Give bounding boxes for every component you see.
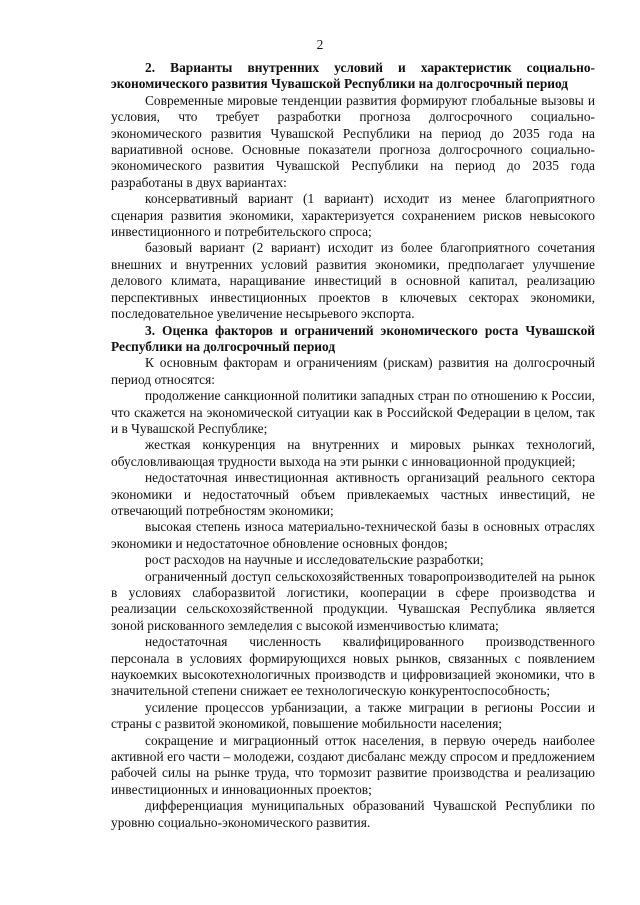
paragraph: продолжение санкционной политики западных стран по отношению к России, что скажется на экономической ситуации как в Российской Федерации в целом, так и в Чувашской Республике;	[111, 388, 595, 436]
paragraph: высокая степень износа материально-технической базы в основных отраслях экономики и недостаточное обновление основных фондов;	[111, 519, 595, 551]
document-body	[111, 60, 595, 831]
page-number: 2	[316, 37, 324, 52]
paragraph: консервативный вариант (1 вариант) исходит из менее благоприятного сценария развития экономики, характеризуется сохранением рисков невысокого инвестиционного и потребительского спроса;	[111, 191, 595, 240]
section-heading: 3. Оценка факторов и ограничений экономического роста Чувашской Республики на долгосрочный период	[111, 322, 595, 354]
paragraph: жесткая конкуренция на внутренних и мировых рынках технологий, обусловливающая трудности выхода на эти рынки с инновационной продукцией;	[111, 437, 595, 469]
paragraph: дифференциация муниципальных образований Чувашской Республики по уровню социально-экономического развития.	[111, 798, 595, 830]
paragraph: К основным факторам и ограничениям (рискам) развития на долгосрочный период относятся:	[111, 355, 595, 387]
paragraph: сокращение и миграционный отток населения, в первую очередь наиболее активной его части – молодежи, создают дисбаланс между спросом и предложением рабочей силы на рынке труда, что тормозит развитие производства и реализацию инвестиционных и инновационных проектов;	[111, 732, 595, 797]
paragraph: ограниченный доступ сельскохозяйственных товаропроизводителей на рынок в условиях слаборазвитой логистики, кооперации в сфере производства и реализации сельскохозяйственной продукции. Чувашская Республика является зоной рискованного земледелия с высокой изменчивостью климата;	[111, 568, 595, 633]
paragraph: недостаточная численность квалифицированного производственного персонала в условиях формирующихся новых рынков, связанных с появлением наукоемких высокотехнологичных производств и цифровизацией экономики, что в значительной степени снижает ее технологическую конкурентоспособность;	[111, 634, 595, 699]
paragraph: базовый вариант (2 вариант) исходит из более благоприятного сочетания внешних и внутренних условий развития экономики, предполагает улучшение делового климата, наращивание инвестиций в основной капитал, реализацию перспективных инвестиционных проектов в ключевых секторах экономики, последовательное увеличение несырьевого экспорта.	[111, 240, 595, 322]
paragraph: недостаточная инвестиционная активность организаций реального сектора экономики и недостаточный объем привлекаемых частных инвестиций, не отвечающий потребностям экономики;	[111, 470, 595, 518]
paragraph: усиление процессов урбанизации, а также миграции в регионы России и страны с развитой экономикой, повышение мобильности населения;	[111, 699, 595, 732]
paragraph: Современные мировые тенденции развития формируют глобальные вызовы и условия, что требует разработки прогноза долгосрочного социально-экономического развития Чувашской Республики на период до 2035 года на вариативной основе. Основные показатели прогноза долгосрочного социально-экономического развития Чувашской Республики на период до 2035 года разработаны в двух вариантах:	[111, 92, 595, 190]
paragraph: рост расходов на научные и исследовательские разработки;	[145, 552, 484, 568]
section-heading: 2. Варианты внутренних условий и характеристик социально-экономического развития Чувашской Республики на долгосрочный период	[111, 60, 595, 92]
